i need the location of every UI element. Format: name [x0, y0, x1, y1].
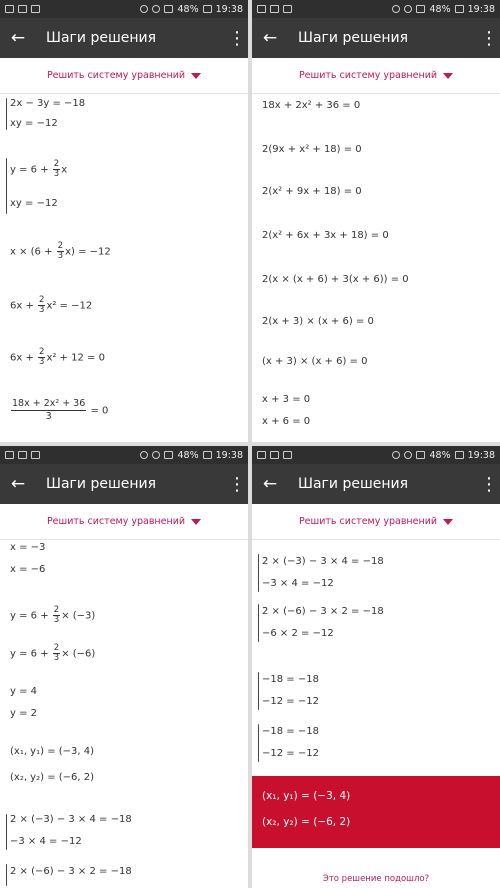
wifi-icon — [152, 5, 160, 13]
step-line: y = 2 — [10, 708, 38, 719]
method-label: Решить систему уравнений — [46, 516, 186, 527]
battery-icon — [203, 5, 212, 13]
step-line: y = 4 — [10, 686, 38, 697]
step-line: $\frac{\text{18x + 2x² + 36}}{3}$ = 0 — [12, 398, 109, 422]
solution-steps — [0, 540, 248, 888]
step-line: y = 6 + $\frac{2}{3}$ × (−3) — [10, 605, 96, 625]
method-label: Решить систему уравнений — [298, 70, 438, 81]
dropdown-triangle-icon — [443, 73, 453, 79]
clock: 19:38 — [215, 3, 243, 15]
page-title: Шаги решения — [46, 476, 157, 492]
system-brace — [6, 814, 7, 850]
step-line: (x₂, y₂) = (−6, 2) — [10, 772, 95, 783]
overflow-menu-icon[interactable]: ⋮ — [480, 27, 498, 49]
screen-2 — [252, 0, 500, 442]
step-line: 2(x² + 6x + 3x + 18) = 0 — [262, 230, 389, 241]
mail-icon — [270, 451, 279, 459]
app-bar — [0, 18, 248, 58]
clock: 19:38 — [467, 3, 495, 15]
page-title: Шаги решения — [298, 30, 409, 46]
overflow-menu-icon[interactable]: ⋮ — [228, 473, 246, 495]
method-selector[interactable] — [0, 504, 248, 540]
battery-icon — [455, 451, 464, 459]
dropdown-triangle-icon — [191, 73, 201, 79]
overflow-menu-icon[interactable]: ⋮ — [480, 473, 498, 495]
notification-icon — [5, 5, 14, 13]
status-bar — [252, 446, 500, 464]
system-brace — [258, 604, 259, 642]
step-line: x × (6 + $\frac{2}{3}$ x) = −12 — [10, 241, 111, 261]
battery-icon — [455, 5, 464, 13]
back-arrow-icon[interactable]: ← — [262, 474, 278, 494]
step-line: −12 = −12 — [262, 748, 319, 759]
system-brace — [258, 672, 259, 710]
step-line: xy = −12 — [10, 198, 58, 209]
method-label: Решить систему уравнений — [46, 70, 186, 81]
mail-icon — [18, 5, 27, 13]
step-line: −18 = −18 — [262, 674, 319, 685]
system-brace — [6, 98, 7, 130]
method-selector[interactable] — [252, 58, 500, 94]
answer-line: (x₁, y₁) = (−3, 4) — [262, 790, 351, 802]
step-line: (x + 3) × (x + 6) = 0 — [262, 356, 368, 367]
signal-icon — [416, 5, 425, 13]
dropdown-triangle-icon — [443, 519, 453, 525]
notification-icon — [257, 5, 266, 13]
back-arrow-icon[interactable]: ← — [10, 28, 26, 48]
page-title: Шаги решения — [46, 30, 157, 46]
solution-steps — [0, 94, 248, 442]
alarm-icon — [392, 5, 400, 13]
step-line: 2x − 3y = −18 — [10, 98, 86, 109]
step-line: 6x + $\frac{2}{3}$ x² = −12 — [10, 295, 93, 315]
system-brace — [6, 158, 7, 214]
step-line: 6x + $\frac{2}{3}$ x² + 12 = 0 — [10, 347, 105, 367]
step-line: x + 3 = 0 — [262, 394, 311, 405]
step-line: x = −3 — [10, 542, 46, 553]
overflow-menu-icon[interactable]: ⋮ — [228, 27, 246, 49]
step-line: 2(x × (x + 6) + 3(x + 6)) = 0 — [262, 274, 409, 285]
mail-icon — [18, 451, 27, 459]
message-icon — [31, 5, 40, 13]
app-bar — [252, 18, 500, 58]
step-line: −3 × 4 = −12 — [10, 836, 82, 847]
alarm-icon — [140, 451, 148, 459]
wifi-icon — [404, 451, 412, 459]
step-line: 2 × (−3) − 3 × 4 = −18 — [10, 814, 132, 825]
notification-icon — [5, 451, 14, 459]
app-bar — [0, 464, 248, 504]
back-arrow-icon[interactable]: ← — [262, 28, 278, 48]
step-line: xy = −12 — [10, 118, 58, 129]
message-icon — [283, 5, 292, 13]
system-brace — [258, 724, 259, 762]
step-line: y = 6 + $\frac{2}{3}$ × (−6) — [10, 643, 96, 663]
status-bar — [252, 0, 500, 18]
clock: 19:38 — [215, 449, 243, 461]
step-line: −3 × 4 = −12 — [262, 578, 334, 589]
answer-line: (x₂, y₂) = (−6, 2) — [262, 816, 351, 828]
method-selector[interactable] — [0, 58, 248, 94]
signal-icon — [416, 451, 425, 459]
step-line: 18x + 2x² + 36 = 0 — [262, 100, 361, 111]
answer-box — [252, 776, 500, 848]
page-title: Шаги решения — [298, 476, 409, 492]
message-icon — [31, 451, 40, 459]
battery-percent: 48% — [177, 449, 199, 461]
signal-icon — [164, 5, 173, 13]
wifi-icon — [404, 5, 412, 13]
app-bar — [252, 464, 500, 504]
step-line: −18 = −18 — [262, 726, 319, 737]
step-line: x + 6 = 0 — [262, 416, 311, 427]
screen-1 — [0, 0, 248, 442]
signal-icon — [164, 451, 173, 459]
step-line: 2(x + 3) × (x + 6) = 0 — [262, 316, 374, 327]
alarm-icon — [392, 451, 400, 459]
mail-icon — [270, 5, 279, 13]
battery-percent: 48% — [177, 3, 199, 15]
step-line: −6 × 2 = −12 — [262, 628, 334, 639]
method-label: Решить систему уравнений — [298, 516, 438, 527]
back-arrow-icon[interactable]: ← — [10, 474, 26, 494]
step-line: (x₁, y₁) = (−3, 4) — [10, 746, 95, 757]
screen-4 — [252, 446, 500, 888]
step-line: −12 = −12 — [262, 696, 319, 707]
dropdown-triangle-icon — [191, 519, 201, 525]
step-line: 2 × (−6) − 3 × 2 = −18 — [262, 606, 384, 617]
battery-percent: 48% — [429, 449, 451, 461]
step-line: 2(9x + x² + 18) = 0 — [262, 144, 362, 155]
notification-icon — [257, 451, 266, 459]
step-line: 2(x² + 9x + 18) = 0 — [262, 186, 362, 197]
step-line: x = −6 — [10, 564, 46, 575]
alarm-icon — [140, 5, 148, 13]
step-line: 2 × (−3) − 3 × 4 = −18 — [262, 556, 384, 567]
feedback-prompt[interactable]: Это решение подошло? — [322, 874, 430, 884]
battery-percent: 48% — [429, 3, 451, 15]
system-brace — [258, 554, 259, 592]
solution-steps — [252, 94, 500, 442]
clock: 19:38 — [467, 449, 495, 461]
status-bar — [0, 0, 248, 18]
status-bar — [0, 446, 248, 464]
screen-3 — [0, 446, 248, 888]
system-brace — [6, 864, 7, 886]
battery-icon — [203, 451, 212, 459]
step-line: y = 6 + $\frac{2}{3}$ x — [10, 159, 68, 179]
step-line: 2 × (−6) − 3 × 2 = −18 — [10, 866, 132, 877]
message-icon — [283, 451, 292, 459]
method-selector[interactable] — [252, 504, 500, 540]
wifi-icon — [152, 451, 160, 459]
